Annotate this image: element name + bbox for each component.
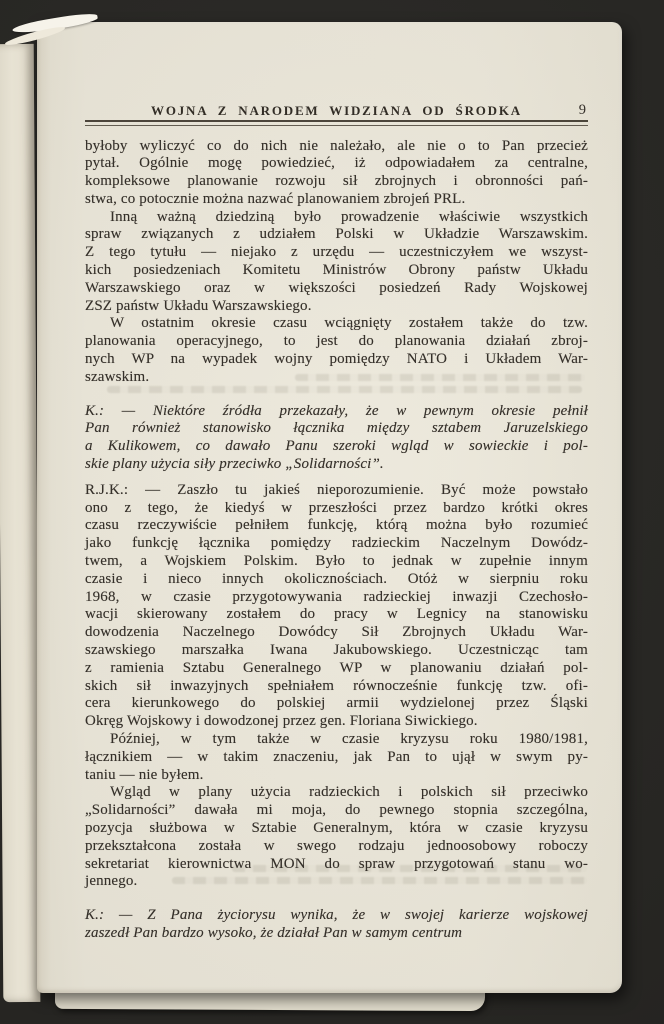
paragraph-answer	[85, 731, 588, 784]
text-line: przekształcona została w swego rodzaju jednoosobowy roboczy	[85, 837, 588, 854]
text-line: skich sił inwazyjnych spełniałem równocześnie funkcję tzw. ofi-	[85, 677, 588, 694]
text-line: cera kierunkowego do polskiej armii wydzielonej przez Śląski	[85, 695, 588, 712]
text-line: czasie i nieco innych okolicznościach. Otóż w sierpniu roku	[85, 570, 588, 587]
paragraph-question	[85, 907, 588, 943]
page-number: 9	[578, 102, 586, 118]
text-line: skie plany użycia siły przeciwko „Solidarności”.	[85, 456, 384, 473]
text-line: Z tego tytułu — niejako z urzędu — uczestniczyłem we wszyst-	[85, 244, 588, 261]
text-line: Inną ważną dziedziną było prowadzenie właściwie wszystkich	[110, 208, 588, 225]
text-line: zaszedł Pan bardzo wysoko, że działał Pan w samym centrum	[85, 924, 463, 941]
text-line: szawskiego marszałka Iwana Jakubowskiego. Uczestnicząc tam	[85, 642, 588, 659]
paragraph-answer	[85, 138, 588, 209]
header-rule	[85, 120, 588, 126]
text-line: byłoby wyliczyć co do nich nie należało, ale nie o to Pan przecież	[85, 137, 588, 154]
text-line: planowania operacyjnego, to jest do planowania działań zbroj-	[85, 333, 588, 350]
paragraph-answer	[85, 209, 588, 316]
text-line: nych WP na wypadek wojny pomiędzy NATO i Układem War-	[85, 351, 588, 368]
text-line: Wgląd w plany użycia radzieckich i polskich sił przeciwko	[110, 784, 588, 801]
text-line: R.J.K.: — Zaszło tu jakieś nieporozumienie. Być może powstało	[85, 481, 588, 498]
text-line: Pan również stanowisko łącznika między sztabem Jaruzelskiego	[85, 420, 588, 437]
text-line: jennego.	[85, 873, 138, 890]
text-line: wacji skierowany zostałem do pracy w Legnicy na stanowisku	[85, 606, 588, 623]
text-line: ZSZ państw Układu Warszawskiego.	[85, 297, 312, 314]
text-line: czasu rzeczywiście pełniłem funkcję, którą można było rozumieć	[85, 517, 588, 534]
text-line: łącznikiem — w takim znaczeniu, jak Pan to ujął w swym py-	[85, 748, 588, 765]
paragraph-question	[85, 403, 588, 474]
text-line: 1968, w czasie przygotowywania radzieckiej inwazji Czechosło-	[85, 588, 588, 605]
book-page	[37, 22, 622, 993]
text-line: taniu — nie byłem.	[85, 766, 204, 783]
text-line: kich posiedzeniach Komitetu Ministrów Obrony państw Układu	[85, 262, 588, 279]
page-content	[85, 102, 588, 943]
text-line: Warszawskiego oraz w większości posiedzeń Rady Wojskowej	[85, 279, 588, 296]
paragraph-answer	[85, 482, 588, 731]
text-line: jako funkcję łącznika pomiędzy radzieckim Naczelnym Dowódz-	[85, 535, 588, 552]
text-line: Później, w tym także w czasie kryzysu roku 1980/1981,	[110, 731, 588, 747]
body-text	[85, 138, 588, 943]
text-line: W ostatnim okresie czasu wciągnięty zostałem także do tzw.	[110, 315, 588, 332]
text-line: kompleksowe planowanie rozwoju sił zbrojnych i obronności pań-	[85, 173, 588, 190]
running-header	[85, 102, 588, 119]
text-line: „Solidarności” dawała mi moja, do pewnego stopnia szczególna,	[85, 802, 588, 819]
text-line: dowodzenia Naczelnego Dowódcy Sił Zbrojnych Układu War-	[85, 624, 588, 641]
text-line: pozycja służbowa w Sztabie Generalnym, która w czasie kryzysu	[85, 819, 588, 836]
text-line: Okręg Wojskowy i dowodzonej przez gen. Floriana Siwickiego.	[85, 713, 478, 730]
book-page-stack-left	[0, 44, 40, 1002]
text-line: K.: — Niektóre źródła przekazały, że w pewnym okresie pełnił	[85, 402, 588, 419]
text-line: sekretariat kierownictwa MON do spraw przygotowań stanu wo-	[85, 855, 588, 872]
text-line: z ramienia Sztabu Generalnego WP w planowaniu działań pol-	[85, 659, 588, 676]
running-header-title: WOJNA Z NARODEM WIDZIANA OD ŚRODKA	[151, 103, 522, 118]
text-line: K.: — Z Pana życiorysu wynika, że w swojej karierze wojskowej	[85, 907, 588, 924]
text-line: a Kulikowem, co dawało Panu szeroki wgląd w sowieckie i pol-	[85, 438, 588, 455]
text-line: stwa, co potocznie można nazwać planowaniem zbrojeń PRL.	[85, 190, 466, 207]
paragraph-answer	[85, 784, 588, 891]
text-line: szawskim.	[85, 368, 150, 385]
text-line: twem, a Wojskiem Polskim. Było to jednak w zupełnie innym	[85, 553, 588, 570]
text-line: spraw związanych z udziałem Polski w Układzie Warszawskim.	[85, 226, 588, 243]
text-line: ono z tego, że kiedyś w przeszłości przez bardzo krótki okres	[85, 499, 588, 516]
paragraph-answer	[85, 315, 588, 386]
text-line: pytał. Ogólnie mogę powiedzieć, iż odpowiadałem za centralne,	[85, 155, 588, 172]
